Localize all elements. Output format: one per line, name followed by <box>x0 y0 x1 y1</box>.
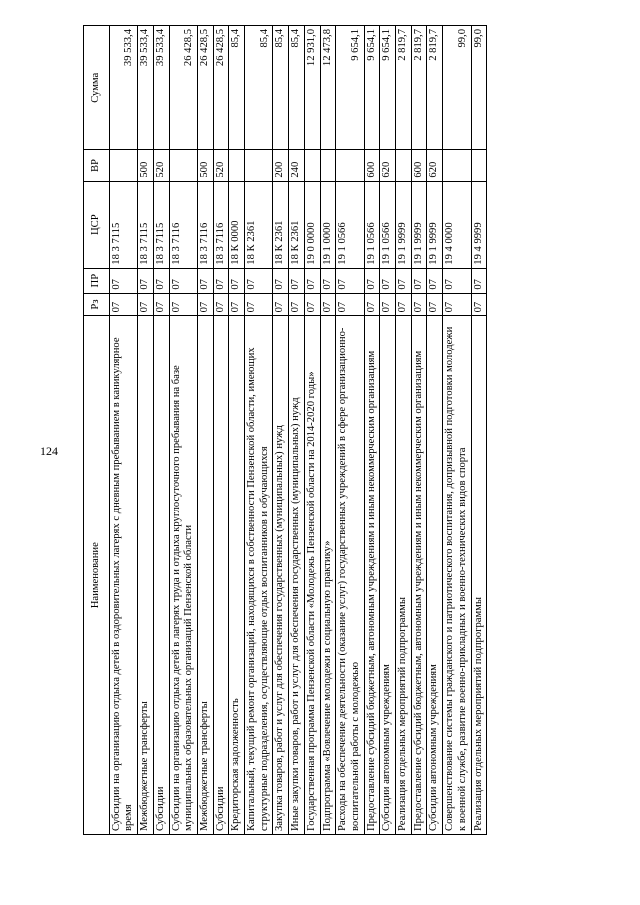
header-pr: ПР <box>84 268 110 293</box>
cell-sum: 9 654,1 <box>336 26 364 151</box>
table-row <box>289 26 305 835</box>
cell-csr: 19 4 0000 <box>443 181 471 268</box>
cell-csr: 18 К 0000 <box>229 181 245 268</box>
cell-rz: 07 <box>380 293 396 316</box>
cell-rz: 07 <box>471 293 487 316</box>
cell-pr: 07 <box>273 268 289 293</box>
cell-name: Кредиторская задолженность <box>229 316 245 835</box>
cell-name: Субсидии <box>213 316 229 835</box>
cell-csr: 18 3 7116 <box>213 181 229 268</box>
header-name: Наименование <box>84 316 110 835</box>
cell-vr: 520 <box>153 150 169 181</box>
cell-sum: 85,4 <box>229 26 245 151</box>
cell-pr: 07 <box>138 268 154 293</box>
cell-sum: 99,0 <box>471 26 487 151</box>
cell-rz: 07 <box>213 293 229 316</box>
cell-csr: 18 3 7115 <box>109 181 137 268</box>
cell-csr: 18 К 2361 <box>245 181 273 268</box>
cell-name: Капитальный, текущий ремонт организаций, находящихся в собственности Пензенской области, имеющих структурные подразделения, осуществляющие отдых воспитанников и обучающихся <box>245 316 273 835</box>
cell-name: Реализация отдельных мероприятий подпрограммы <box>471 316 487 835</box>
cell-sum: 9 654,1 <box>380 26 396 151</box>
cell-pr: 07 <box>213 268 229 293</box>
cell-name: Субсидии автономным учреждениям <box>380 316 396 835</box>
cell-rz: 07 <box>109 293 137 316</box>
cell-rz: 07 <box>229 293 245 316</box>
table-body <box>109 26 487 835</box>
cell-csr: 18 К 2361 <box>289 181 305 268</box>
cell-rz: 07 <box>443 293 471 316</box>
cell-vr <box>443 150 471 181</box>
table-row <box>443 26 471 835</box>
table-row <box>336 26 364 835</box>
cell-vr <box>245 150 273 181</box>
cell-pr: 07 <box>197 268 213 293</box>
table-row <box>471 26 487 835</box>
cell-rz: 07 <box>396 293 412 316</box>
cell-sum: 85,4 <box>273 26 289 151</box>
cell-csr: 19 1 0566 <box>336 181 364 268</box>
cell-name: Реализация отдельных мероприятий подпрограммы <box>396 316 412 835</box>
table-row <box>320 26 336 835</box>
budget-table <box>83 25 487 835</box>
cell-vr: 600 <box>364 150 380 181</box>
cell-name: Расходы на обеспечение деятельности (оказание услуг) государственных учреждений в сфере организационно-воспитательной работы с молодежью <box>336 316 364 835</box>
cell-sum: 26 428,5 <box>169 26 197 151</box>
cell-vr <box>396 150 412 181</box>
rotated-table-container <box>83 25 583 835</box>
cell-csr: 19 1 9999 <box>427 181 443 268</box>
table-row <box>364 26 380 835</box>
page-number: 124 <box>40 444 58 458</box>
cell-vr <box>471 150 487 181</box>
cell-name: Субсидии автономным учреждениям <box>427 316 443 835</box>
header-sum: Сумма <box>84 26 110 151</box>
cell-sum: 2 819,7 <box>396 26 412 151</box>
header-vr: ВР <box>84 150 110 181</box>
cell-csr: 19 4 9999 <box>471 181 487 268</box>
cell-name: Субсидии на организацию отдыха детей в лагерях труда и отдыха круглосуточного пребывания на базе муниципальных образовательных организаций Пензенской области <box>169 316 197 835</box>
cell-vr <box>336 150 364 181</box>
cell-rz: 07 <box>169 293 197 316</box>
cell-vr: 200 <box>273 150 289 181</box>
cell-pr: 07 <box>153 268 169 293</box>
table-row <box>411 26 427 835</box>
cell-sum: 99,0 <box>443 26 471 151</box>
cell-pr: 07 <box>396 268 412 293</box>
table-row <box>138 26 154 835</box>
table-row <box>229 26 245 835</box>
table-row <box>213 26 229 835</box>
cell-vr <box>169 150 197 181</box>
cell-name: Субсидии на организацию отдыха детей в оздоровительных лагерях с дневным пребыванием в каникулярное время <box>109 316 137 835</box>
cell-pr: 07 <box>380 268 396 293</box>
cell-vr <box>229 150 245 181</box>
cell-rz: 07 <box>273 293 289 316</box>
cell-vr: 600 <box>411 150 427 181</box>
table-row <box>109 26 137 835</box>
cell-sum: 26 428,5 <box>213 26 229 151</box>
cell-name: Межбюджетные трансферты <box>197 316 213 835</box>
cell-rz: 07 <box>336 293 364 316</box>
cell-pr: 07 <box>364 268 380 293</box>
header-rz: Рз <box>84 293 110 316</box>
cell-csr: 19 1 9999 <box>396 181 412 268</box>
cell-name: Закупка товаров, работ и услуг для обеспечения государственных (муниципальных) нужд <box>273 316 289 835</box>
cell-csr: 19 1 0000 <box>320 181 336 268</box>
cell-name: Совершенствование системы гражданского и патриотического воспитания, допризывной подготовки молодежи к военной службе, развитие военно-прикладных и военно-технических видов спорта <box>443 316 471 835</box>
cell-name: Подпрограмма «Вовлечение молодежи в социальную практику» <box>320 316 336 835</box>
cell-sum: 85,4 <box>289 26 305 151</box>
table-row <box>197 26 213 835</box>
cell-pr: 07 <box>109 268 137 293</box>
cell-rz: 07 <box>411 293 427 316</box>
header-csr: ЦСР <box>84 181 110 268</box>
cell-rz: 07 <box>427 293 443 316</box>
cell-vr <box>304 150 320 181</box>
cell-sum: 2 819,7 <box>411 26 427 151</box>
cell-rz: 07 <box>364 293 380 316</box>
cell-csr: 19 1 0566 <box>380 181 396 268</box>
cell-name: Предоставление субсидий бюджетным, автономным учреждениям и иным некоммерческим организациям <box>364 316 380 835</box>
cell-pr: 07 <box>471 268 487 293</box>
table-row <box>273 26 289 835</box>
cell-vr <box>109 150 137 181</box>
cell-sum: 12 931,0 <box>304 26 320 151</box>
cell-pr: 07 <box>427 268 443 293</box>
cell-vr: 240 <box>289 150 305 181</box>
cell-rz: 07 <box>153 293 169 316</box>
cell-rz: 07 <box>197 293 213 316</box>
cell-name: Государственная программа Пензенской области «Молодежь Пензенской области на 2014-2020 годы» <box>304 316 320 835</box>
table-row <box>245 26 273 835</box>
table-header <box>84 26 110 835</box>
cell-rz: 07 <box>245 293 273 316</box>
cell-pr: 07 <box>229 268 245 293</box>
cell-csr: 18 3 7116 <box>169 181 197 268</box>
cell-sum: 26 428,5 <box>197 26 213 151</box>
cell-name: Межбюджетные трансферты <box>138 316 154 835</box>
cell-csr: 19 1 0566 <box>364 181 380 268</box>
cell-vr: 620 <box>427 150 443 181</box>
cell-csr: 18 К 2361 <box>273 181 289 268</box>
cell-vr: 520 <box>213 150 229 181</box>
cell-sum: 2 819,7 <box>427 26 443 151</box>
cell-pr: 07 <box>245 268 273 293</box>
cell-pr: 07 <box>289 268 305 293</box>
cell-csr: 19 0 0000 <box>304 181 320 268</box>
cell-pr: 07 <box>443 268 471 293</box>
cell-sum: 12 473,8 <box>320 26 336 151</box>
cell-sum: 39 533,4 <box>109 26 137 151</box>
table-row <box>304 26 320 835</box>
cell-pr: 07 <box>320 268 336 293</box>
table-row <box>153 26 169 835</box>
cell-csr: 19 1 9999 <box>411 181 427 268</box>
cell-name: Субсидии <box>153 316 169 835</box>
cell-name: Иные закупки товаров, работ и услуг для обеспечения государственных (муниципальных) нужд <box>289 316 305 835</box>
cell-pr: 07 <box>304 268 320 293</box>
cell-pr: 07 <box>169 268 197 293</box>
cell-vr: 620 <box>380 150 396 181</box>
cell-rz: 07 <box>320 293 336 316</box>
cell-csr: 18 3 7115 <box>138 181 154 268</box>
cell-sum: 39 533,4 <box>138 26 154 151</box>
cell-rz: 07 <box>289 293 305 316</box>
cell-csr: 18 3 7116 <box>197 181 213 268</box>
cell-name: Предоставление субсидий бюджетным, автономным учреждениям и иным некоммерческим организациям <box>411 316 427 835</box>
cell-vr <box>320 150 336 181</box>
cell-vr: 500 <box>138 150 154 181</box>
table-row <box>169 26 197 835</box>
cell-pr: 07 <box>411 268 427 293</box>
table-row <box>380 26 396 835</box>
cell-sum: 39 533,4 <box>153 26 169 151</box>
table-row <box>396 26 412 835</box>
cell-pr: 07 <box>336 268 364 293</box>
cell-rz: 07 <box>138 293 154 316</box>
cell-vr: 500 <box>197 150 213 181</box>
cell-sum: 9 654,1 <box>364 26 380 151</box>
table-row <box>427 26 443 835</box>
cell-sum: 85,4 <box>245 26 273 151</box>
cell-rz: 07 <box>304 293 320 316</box>
cell-csr: 18 3 7115 <box>153 181 169 268</box>
